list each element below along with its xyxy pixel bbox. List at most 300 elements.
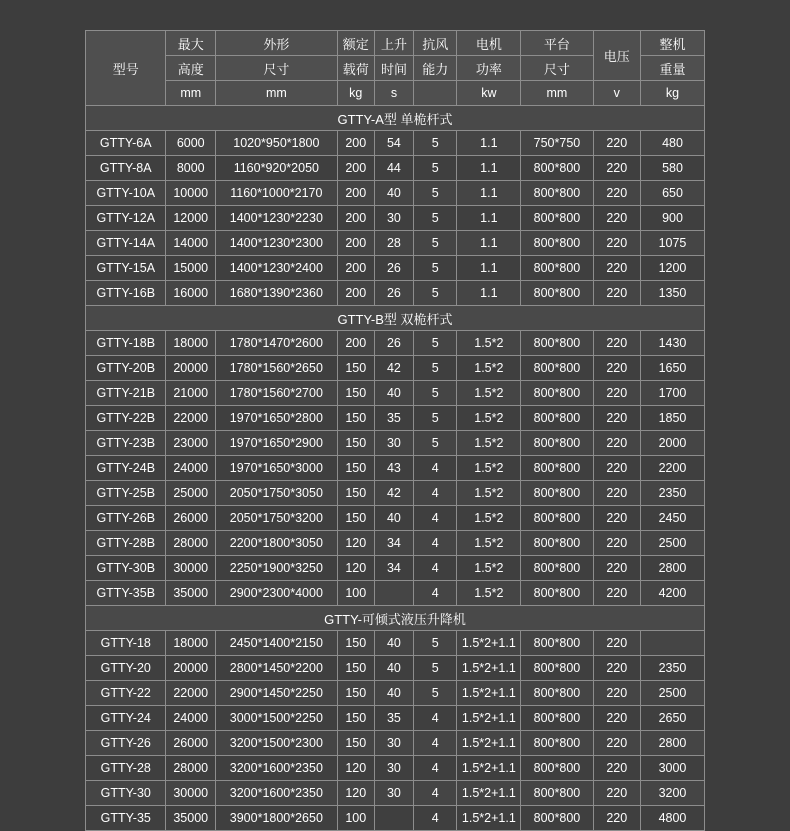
cell-value: 2350 [640,481,704,506]
cell-value: 30 [374,756,413,781]
cell-value: 220 [593,331,640,356]
cell-value [640,631,704,656]
cell-value: 800*800 [521,756,593,781]
cell-model: GTTY-35B [86,581,166,606]
cell-value: 1160*920*2050 [215,156,337,181]
cell-value: 2800 [640,556,704,581]
table-row [86,506,705,531]
cell-value: 1.1 [457,231,521,256]
cell-value: 800*800 [521,781,593,806]
cell-value: 18000 [166,631,216,656]
cell-value: 220 [593,431,640,456]
cell-value: 220 [593,806,640,831]
group-title: GTTY-B型 双桅杆式 [86,306,705,331]
cell-value: 800*800 [521,581,593,606]
table-row [86,131,705,156]
table-row [86,456,705,481]
cell-value: 800*800 [521,481,593,506]
table-row [86,331,705,356]
cell-value: 3200*1500*2300 [215,731,337,756]
cell-value: 1780*1560*2650 [215,356,337,381]
cell-value: 1.5*2+1.1 [457,756,521,781]
cell-value: 20000 [166,656,216,681]
cell-value [374,581,413,606]
cell-value: 150 [337,506,374,531]
cell-value: 4 [414,456,457,481]
cell-value: 4 [414,731,457,756]
cell-value: 40 [374,656,413,681]
cell-value: 1350 [640,281,704,306]
cell-model: GTTY-28B [86,531,166,556]
cell-value: 150 [337,456,374,481]
cell-value: 24000 [166,706,216,731]
cell-value: 5 [414,156,457,181]
cell-value: 120 [337,531,374,556]
cell-value: 200 [337,256,374,281]
cell-value: 800*800 [521,256,593,281]
cell-value: 1.5*2 [457,381,521,406]
cell-value: 220 [593,556,640,581]
cell-value: 1970*1650*2800 [215,406,337,431]
table-row [86,531,705,556]
cell-value: 35 [374,706,413,731]
cell-value: 5 [414,681,457,706]
group-title-row [86,606,705,631]
cell-value: 40 [374,506,413,531]
cell-value: 25000 [166,481,216,506]
cell-value: 220 [593,181,640,206]
cell-value: 800*800 [521,681,593,706]
cell-value: 120 [337,756,374,781]
cell-model: GTTY-35 [86,806,166,831]
cell-value: 580 [640,156,704,181]
cell-value: 18000 [166,331,216,356]
cell-model: GTTY-30 [86,781,166,806]
cell-value: 22000 [166,406,216,431]
cell-value: 5 [414,381,457,406]
cell-value: 4 [414,806,457,831]
cell-value: 200 [337,131,374,156]
header-max: 最大 [166,31,216,56]
cell-value: 220 [593,381,640,406]
header-machine: 整机 [640,31,704,56]
cell-value: 5 [414,631,457,656]
cell-value: 800*800 [521,656,593,681]
cell-value: 5 [414,356,457,381]
spec-table-container [85,30,705,831]
cell-value: 150 [337,481,374,506]
cell-model: GTTY-15A [86,256,166,281]
cell-model: GTTY-10A [86,181,166,206]
cell-value: 800*800 [521,406,593,431]
unit-dimension: mm [215,81,337,106]
cell-value: 1.1 [457,206,521,231]
cell-model: GTTY-8A [86,156,166,181]
cell-value: 1.1 [457,181,521,206]
cell-value: 5 [414,331,457,356]
cell-value: 1.5*2+1.1 [457,781,521,806]
cell-value: 30 [374,781,413,806]
cell-model: GTTY-24B [86,456,166,481]
cell-value: 200 [337,156,374,181]
header-rated: 额定 [337,31,374,56]
cell-value: 2250*1900*3250 [215,556,337,581]
cell-value: 1.5*2+1.1 [457,731,521,756]
cell-value: 2650 [640,706,704,731]
cell-value: 220 [593,506,640,531]
cell-value: 14000 [166,231,216,256]
cell-value: 35000 [166,806,216,831]
table-row [86,381,705,406]
table-row [86,556,705,581]
cell-value: 35 [374,406,413,431]
cell-value: 2500 [640,531,704,556]
header-platform: 平台 [521,31,593,56]
cell-value: 800*800 [521,331,593,356]
cell-value: 220 [593,631,640,656]
cell-value: 800*800 [521,456,593,481]
cell-value: 26 [374,256,413,281]
cell-value: 220 [593,656,640,681]
specification-table [85,30,705,831]
cell-value: 24000 [166,456,216,481]
cell-value: 150 [337,706,374,731]
cell-value: 1.5*2+1.1 [457,806,521,831]
cell-value: 480 [640,131,704,156]
cell-value: 40 [374,381,413,406]
cell-value: 1.1 [457,281,521,306]
cell-value: 30 [374,431,413,456]
cell-value: 4 [414,481,457,506]
cell-value: 220 [593,356,640,381]
cell-value: 1075 [640,231,704,256]
table-row [86,256,705,281]
header-load: 载荷 [337,56,374,81]
table-row [86,481,705,506]
cell-value: 150 [337,681,374,706]
cell-value: 28000 [166,531,216,556]
table-row [86,806,705,831]
cell-value: 150 [337,356,374,381]
cell-value: 220 [593,706,640,731]
cell-value: 1780*1560*2700 [215,381,337,406]
cell-value: 3000 [640,756,704,781]
table-row [86,356,705,381]
cell-value: 1.1 [457,256,521,281]
header-power: 功率 [457,56,521,81]
cell-value: 5 [414,656,457,681]
cell-value: 3200*1600*2350 [215,756,337,781]
cell-value: 42 [374,481,413,506]
unit-power: kw [457,81,521,106]
cell-value: 150 [337,731,374,756]
cell-value: 1650 [640,356,704,381]
cell-value: 800*800 [521,556,593,581]
cell-value: 5 [414,181,457,206]
cell-value: 15000 [166,256,216,281]
table-row [86,781,705,806]
cell-value: 800*800 [521,506,593,531]
cell-value: 1.5*2 [457,406,521,431]
cell-value: 220 [593,731,640,756]
cell-model: GTTY-25B [86,481,166,506]
cell-value: 2450*1400*2150 [215,631,337,656]
cell-value: 1.5*2 [457,556,521,581]
cell-value: 750*750 [521,131,593,156]
cell-value: 150 [337,431,374,456]
table-row [86,756,705,781]
cell-value: 20000 [166,356,216,381]
cell-value: 5 [414,131,457,156]
table-row [86,431,705,456]
cell-model: GTTY-23B [86,431,166,456]
cell-value: 1.5*2 [457,581,521,606]
cell-value: 28 [374,231,413,256]
cell-value: 1430 [640,331,704,356]
header-platform-size: 尺寸 [521,56,593,81]
cell-value: 2050*1750*3200 [215,506,337,531]
cell-value: 8000 [166,156,216,181]
unit-voltage: v [593,81,640,106]
cell-value: 200 [337,231,374,256]
cell-value: 2450 [640,506,704,531]
unit-weight: kg [640,81,704,106]
table-row [86,656,705,681]
cell-value: 2000 [640,431,704,456]
group-title-row [86,306,705,331]
cell-value: 220 [593,206,640,231]
cell-value: 1.5*2+1.1 [457,681,521,706]
cell-value: 12000 [166,206,216,231]
cell-value: 220 [593,281,640,306]
cell-value: 900 [640,206,704,231]
cell-value: 30 [374,731,413,756]
cell-value: 26000 [166,731,216,756]
cell-model: GTTY-30B [86,556,166,581]
cell-value: 6000 [166,131,216,156]
cell-value: 10000 [166,181,216,206]
header-voltage: 电压 [593,31,640,81]
table-row [86,156,705,181]
cell-value: 800*800 [521,731,593,756]
cell-value: 4800 [640,806,704,831]
cell-value: 220 [593,456,640,481]
unit-height: mm [166,81,216,106]
cell-value: 100 [337,581,374,606]
cell-value: 1680*1390*2360 [215,281,337,306]
cell-value: 1780*1470*2600 [215,331,337,356]
cell-value: 5 [414,406,457,431]
cell-value: 1.5*2+1.1 [457,706,521,731]
cell-value: 26 [374,281,413,306]
header-windresist: 抗风 [414,31,457,56]
cell-value: 1970*1650*3000 [215,456,337,481]
header-outline: 外形 [215,31,337,56]
cell-value: 220 [593,481,640,506]
cell-value: 220 [593,581,640,606]
cell-value: 1.1 [457,131,521,156]
cell-model: GTTY-16B [86,281,166,306]
group-title-row [86,106,705,131]
table-row [86,206,705,231]
cell-value: 220 [593,231,640,256]
cell-value: 3200*1600*2350 [215,781,337,806]
cell-value [374,806,413,831]
cell-model: GTTY-22B [86,406,166,431]
cell-value: 1.5*2 [457,531,521,556]
cell-value: 220 [593,756,640,781]
cell-value: 5 [414,231,457,256]
table-row [86,681,705,706]
cell-value: 120 [337,781,374,806]
cell-value: 1.5*2 [457,456,521,481]
cell-value: 4 [414,531,457,556]
cell-value: 42 [374,356,413,381]
cell-value: 2900*2300*4000 [215,581,337,606]
cell-value: 220 [593,531,640,556]
header-model: 型号 [86,31,166,106]
cell-value: 1.5*2+1.1 [457,631,521,656]
cell-model: GTTY-18 [86,631,166,656]
group-title: GTTY-可倾式液压升降机 [86,606,705,631]
cell-value: 220 [593,781,640,806]
cell-value: 4 [414,506,457,531]
cell-value: 100 [337,806,374,831]
cell-value: 1020*950*1800 [215,131,337,156]
cell-value: 200 [337,331,374,356]
table-row [86,631,705,656]
cell-value: 800*800 [521,431,593,456]
cell-value: 5 [414,281,457,306]
cell-value: 1970*1650*2900 [215,431,337,456]
cell-value: 800*800 [521,806,593,831]
cell-value: 4 [414,556,457,581]
cell-value: 220 [593,256,640,281]
cell-model: GTTY-26 [86,731,166,756]
table-row [86,731,705,756]
cell-value: 43 [374,456,413,481]
cell-value: 800*800 [521,631,593,656]
cell-value: 1160*1000*2170 [215,181,337,206]
cell-value: 2350 [640,656,704,681]
cell-value: 2050*1750*3050 [215,481,337,506]
cell-value: 800*800 [521,281,593,306]
cell-value: 2800 [640,731,704,756]
cell-value: 650 [640,181,704,206]
cell-value: 5 [414,431,457,456]
cell-model: GTTY-26B [86,506,166,531]
cell-value: 220 [593,681,640,706]
cell-model: GTTY-20B [86,356,166,381]
table-row [86,281,705,306]
cell-model: GTTY-21B [86,381,166,406]
cell-value: 2200 [640,456,704,481]
cell-value: 150 [337,406,374,431]
cell-value: 3200 [640,781,704,806]
cell-value: 150 [337,631,374,656]
cell-value: 26000 [166,506,216,531]
table-row [86,181,705,206]
header-motor: 电机 [457,31,521,56]
cell-value: 800*800 [521,156,593,181]
cell-value: 1.5*2+1.1 [457,656,521,681]
unit-platform-size: mm [521,81,593,106]
cell-value: 800*800 [521,206,593,231]
cell-value: 40 [374,681,413,706]
header-weight: 重量 [640,56,704,81]
cell-value: 800*800 [521,356,593,381]
table-header [86,31,705,106]
cell-value: 800*800 [521,231,593,256]
cell-value: 4200 [640,581,704,606]
cell-value: 800*800 [521,706,593,731]
cell-value: 1.5*2 [457,431,521,456]
cell-value: 3000*1500*2250 [215,706,337,731]
cell-value: 150 [337,381,374,406]
cell-value: 4 [414,706,457,731]
cell-value: 4 [414,581,457,606]
cell-value: 4 [414,781,457,806]
cell-value: 200 [337,281,374,306]
cell-value: 44 [374,156,413,181]
cell-value: 34 [374,556,413,581]
cell-value: 26 [374,331,413,356]
table-body [86,106,705,831]
cell-value: 30 [374,206,413,231]
cell-value: 40 [374,631,413,656]
cell-value: 5 [414,206,457,231]
cell-model: GTTY-14A [86,231,166,256]
unit-capacity [414,81,457,106]
header-row-1 [86,31,705,56]
unit-time: s [374,81,413,106]
cell-model: GTTY-28 [86,756,166,781]
cell-value: 2200*1800*3050 [215,531,337,556]
cell-value: 22000 [166,681,216,706]
table-row [86,406,705,431]
cell-value: 220 [593,156,640,181]
cell-value: 1.5*2 [457,506,521,531]
cell-value: 800*800 [521,381,593,406]
cell-value: 54 [374,131,413,156]
cell-value: 40 [374,181,413,206]
cell-value: 800*800 [521,531,593,556]
cell-value: 30000 [166,556,216,581]
cell-value: 1200 [640,256,704,281]
cell-model: GTTY-22 [86,681,166,706]
table-row [86,231,705,256]
cell-value: 35000 [166,581,216,606]
cell-value: 1400*1230*2400 [215,256,337,281]
header-capacity: 能力 [414,56,457,81]
cell-model: GTTY-6A [86,131,166,156]
cell-value: 28000 [166,756,216,781]
header-height: 高度 [166,56,216,81]
cell-value: 220 [593,131,640,156]
cell-value: 3900*1800*2650 [215,806,337,831]
cell-value: 1.5*2 [457,481,521,506]
group-title: GTTY-A型 单桅杆式 [86,106,705,131]
cell-value: 30000 [166,781,216,806]
cell-value: 1.5*2 [457,331,521,356]
cell-value: 21000 [166,381,216,406]
cell-value: 200 [337,206,374,231]
cell-model: GTTY-12A [86,206,166,231]
header-time: 时间 [374,56,413,81]
table-row [86,706,705,731]
cell-value: 1.5*2 [457,356,521,381]
cell-value: 150 [337,656,374,681]
